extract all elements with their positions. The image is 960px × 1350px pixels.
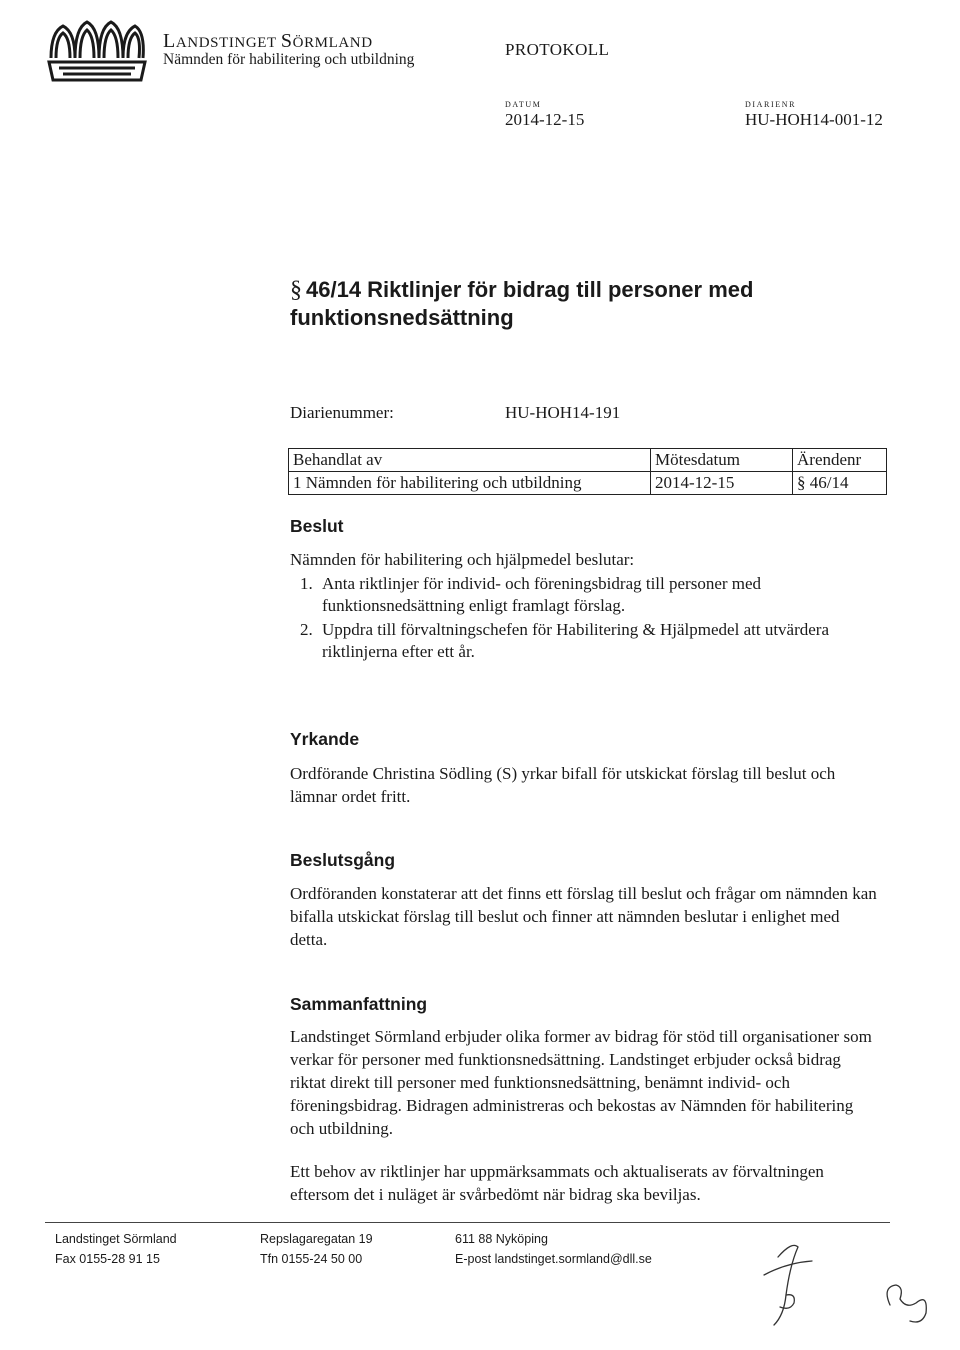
table-header-cell: Behandlat av <box>289 449 651 472</box>
sammanfattning-heading: Sammanfattning <box>290 994 428 1014</box>
crown-logo-icon <box>45 18 147 84</box>
paragraph-sign: § <box>290 277 302 303</box>
footer-email: E-post landstinget.sormland@dll.se <box>455 1252 652 1266</box>
date-label: DATUM <box>505 100 542 109</box>
title-text: 46/14 Riktlinjer för bidrag till personer med funktionsnedsättning <box>290 277 754 330</box>
footer-org: Landstinget Sörmland <box>55 1232 177 1246</box>
diarienummer-label: Diarienummer: <box>290 403 394 422</box>
footer-phone: Tfn 0155-24 50 00 <box>260 1252 363 1266</box>
table-cell: § 46/14 <box>793 472 887 495</box>
list-item <box>300 573 862 617</box>
table-cell: 2014-12-15 <box>651 472 793 495</box>
table-header-row <box>289 449 887 472</box>
page-title <box>290 276 890 332</box>
beslut-heading: Beslut <box>290 516 344 536</box>
table-cell: 1 Nämnden för habilitering och utbildning <box>289 472 651 495</box>
organization-name: LANDSTINGET SÖRMLAND <box>163 30 373 52</box>
list-number: 2. <box>300 620 313 639</box>
footer-divider <box>45 1222 890 1223</box>
diarienummer-value: HU-HOH14-191 <box>505 403 621 422</box>
list-text: Anta riktlinjer för individ- och föreningsbidrag till personer med funktionsnedsättning enligt framlagt förslag. <box>322 574 762 615</box>
list-number: 1. <box>300 574 313 593</box>
document-type: PROTOKOLL <box>505 40 610 59</box>
beslutsgang-text: Ordföranden konstaterar att det finns ett förslag till beslut och frågar om nämnden kan bifalla utskickat förslag till beslut och finner att nämnden beslutar i enlighet med detta. <box>290 884 877 949</box>
list-item <box>300 619 862 663</box>
sammanfattning-paragraph-1: Landstinget Sörmland erbjuder olika former av bidrag för stöd till organisationer som verkar för personer med funktionsnedsättning. Landstinget erbjuder också bidrag riktat direkt till personer med funktionsnedsättning, benämnt individ- och föreningsbidrag. Bidragen administreras och bekostas av Nämnden för habilitering och utbildning. <box>290 1027 872 1138</box>
table-row <box>289 472 887 495</box>
beslut-intro: Nämnden för habilitering och hjälpmedel beslutar: <box>290 550 635 569</box>
table-header-cell: Mötesdatum <box>651 449 793 472</box>
sammanfattning-paragraph-2: Ett behov av riktlinjer har uppmärksammats och aktualiserats av förvaltningen eftersom det i nuläget är svårbedömt när bidrag ska beviljas. <box>290 1162 824 1204</box>
yrkande-heading: Yrkande <box>290 729 360 749</box>
organization-subtitle: Nämnden för habilitering och utbildning <box>163 51 415 68</box>
table-header-cell: Ärendenr <box>793 449 887 472</box>
list-text: Uppdra till förvaltningschefen för Habilitering & Hjälpmedel att utvärdera riktlinjerna efter ett år. <box>322 620 829 661</box>
footer-postal: 611 88 Nyköping <box>455 1232 548 1246</box>
yrkande-text: Ordförande Christina Södling (S) yrkar bifall för utskickat förslag till beslut och lämnar ordet fritt. <box>290 764 836 806</box>
footer-fax: Fax 0155-28 91 15 <box>55 1252 160 1266</box>
signature-icon <box>750 1235 950 1330</box>
date-value: 2014-12-15 <box>505 110 585 129</box>
diarienr-label: DIARIENR <box>745 100 797 109</box>
behandlat-table <box>288 448 887 495</box>
footer-street: Repslagaregatan 19 <box>260 1232 373 1246</box>
diarienr-value: HU-HOH14-001-12 <box>745 110 883 129</box>
beslutsgang-heading: Beslutsgång <box>290 850 396 870</box>
